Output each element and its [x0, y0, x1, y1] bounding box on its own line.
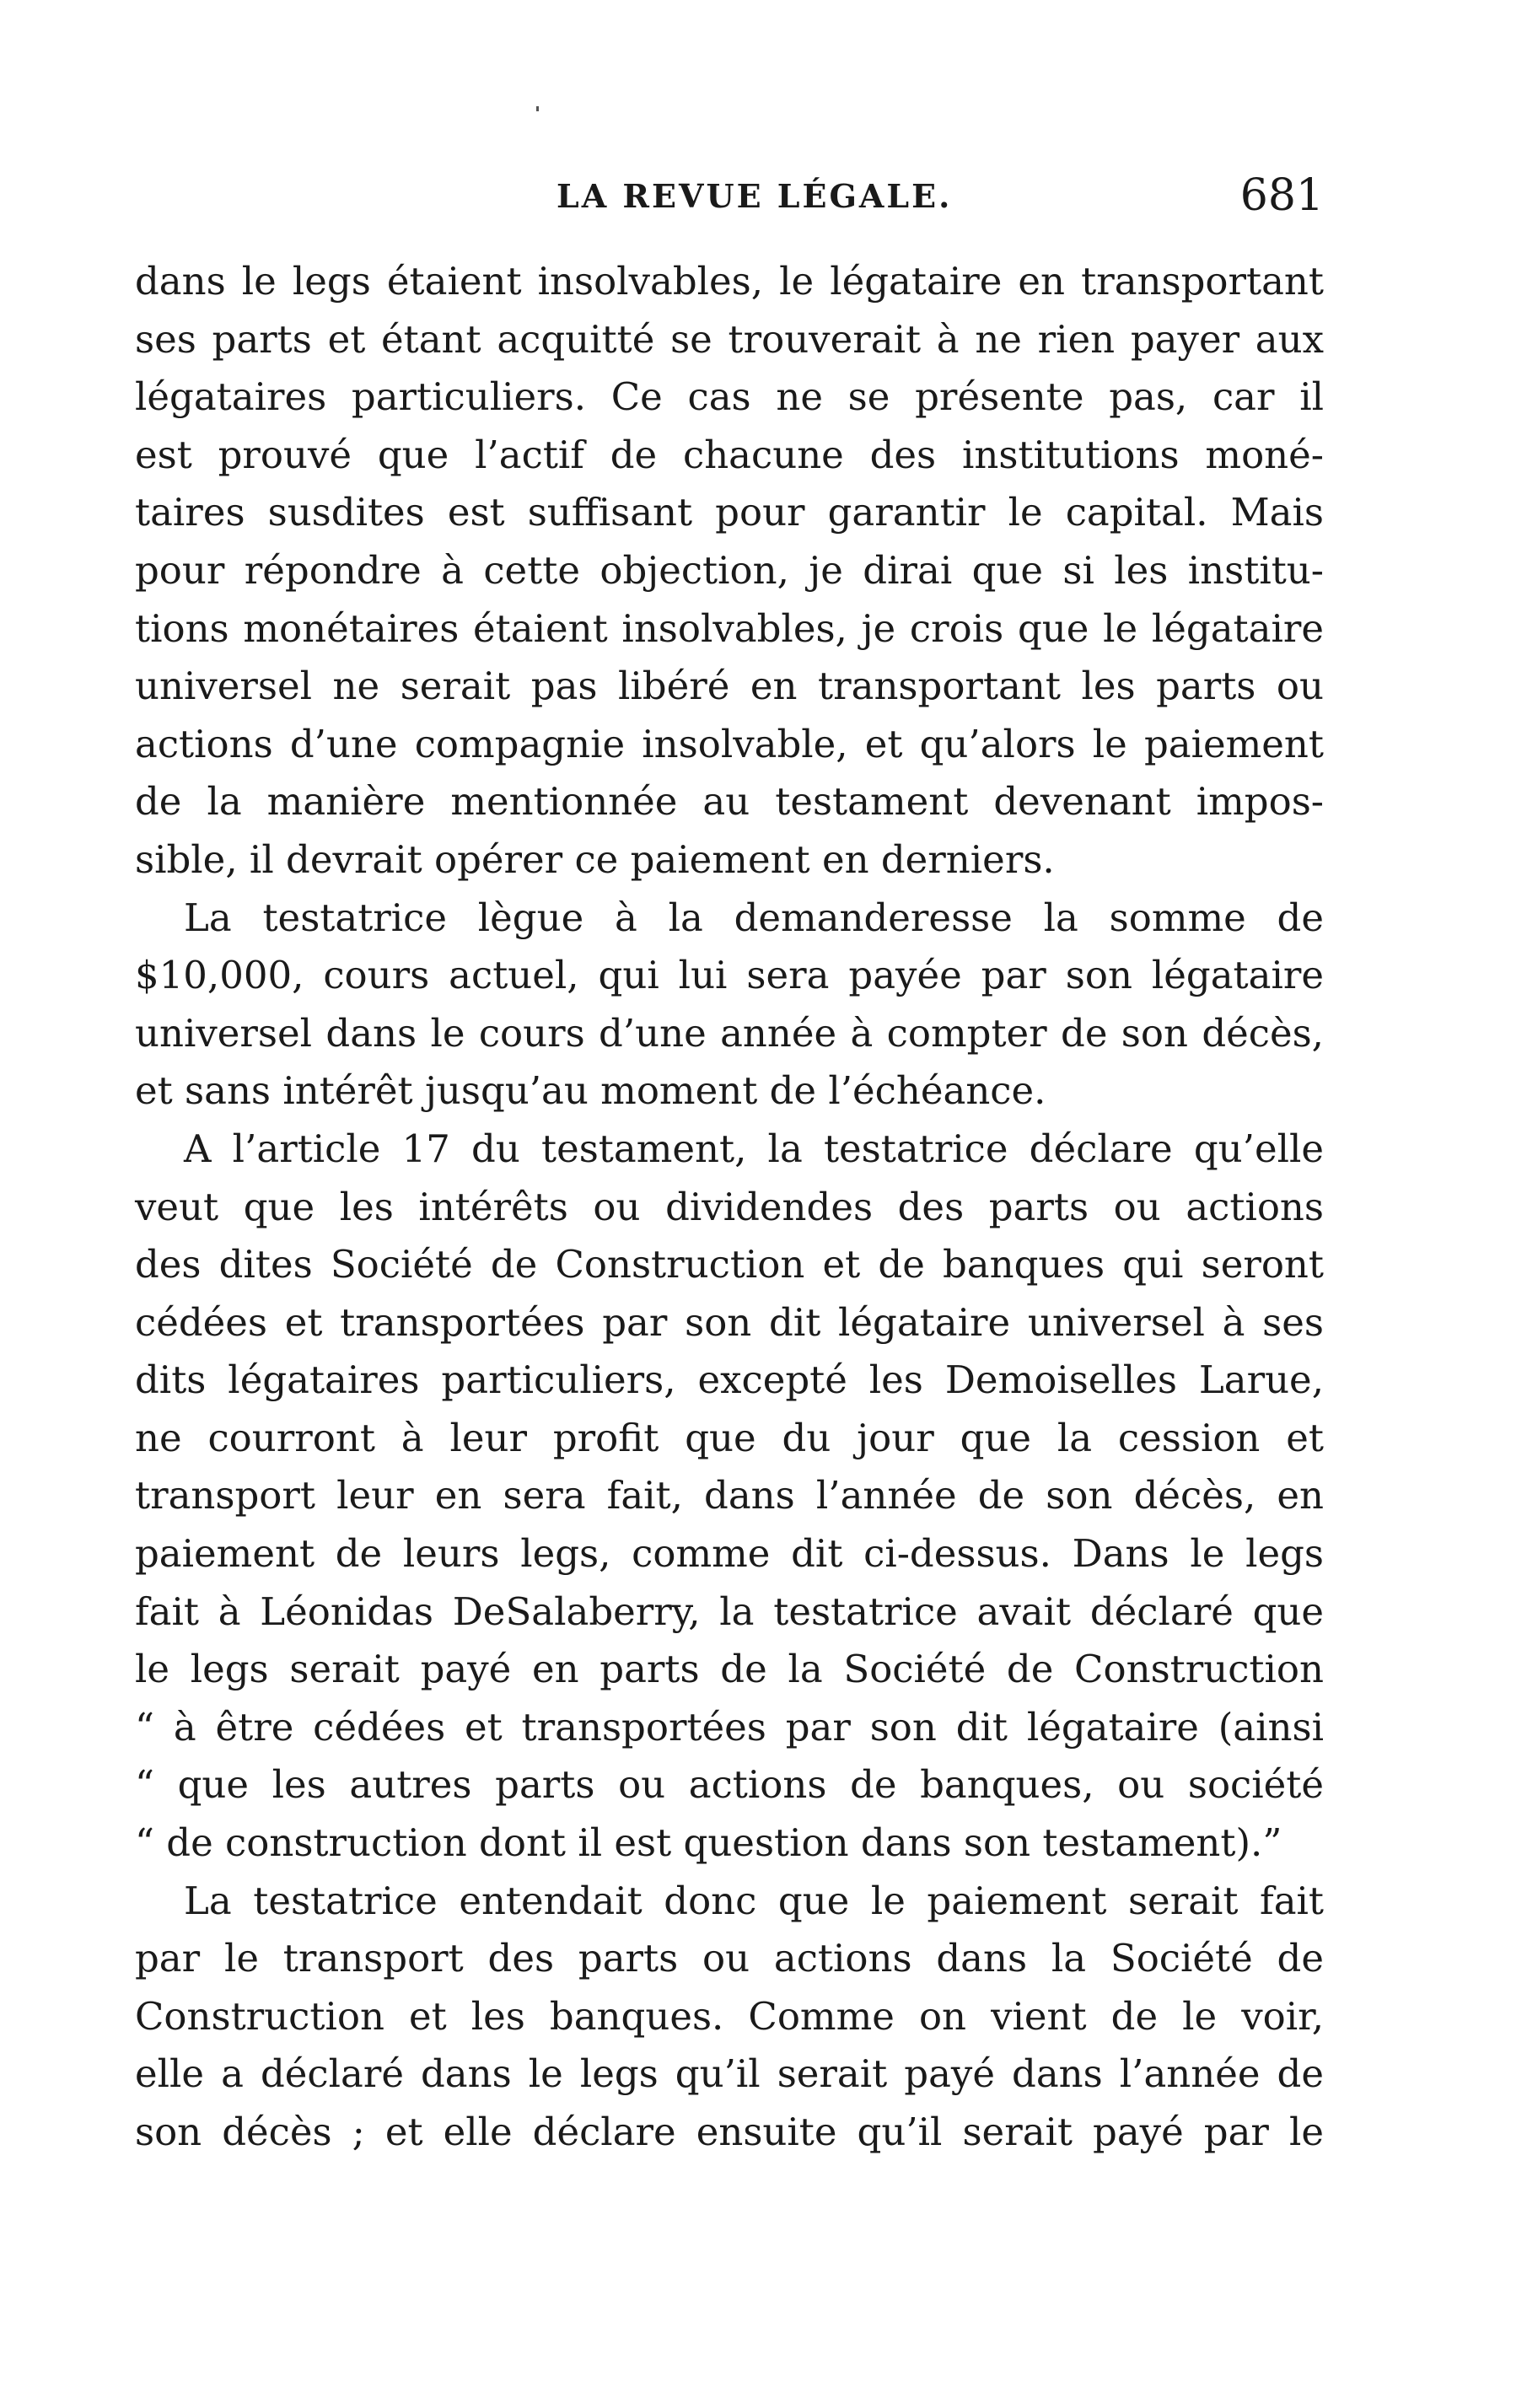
text-line: le legs serait payé en parts de la Société de Construction [135, 1647, 1324, 1692]
text-line: des dites Société de Construction et de banques qui seront [135, 1242, 1324, 1287]
text-line: sible, il devrait opérer ce paiement en derniers. [135, 836, 1055, 882]
page-number: 681 [1239, 170, 1324, 221]
running-title: LA REVUE LÉGALE. [556, 177, 953, 215]
text-line: son décès ; et elle déclare ensuite qu’il serait payé par le [135, 2110, 1324, 2154]
page-body [135, 253, 1324, 2162]
text-line: La testatrice lègue à la demanderesse la somme de [184, 895, 1324, 940]
text-line: veut que les intérêts ou dividendes des parts ou actions [135, 1184, 1324, 1229]
text-line: paiement de leurs legs, comme dit ci-dessus. Dans le legs [135, 1531, 1324, 1577]
text-line: pour répondre à cette objection, je dirai que si les institu- [135, 547, 1324, 593]
paragraph-2 [135, 890, 1324, 1121]
text-line: “ que les autres parts ou actions de banques, ou société [135, 1762, 1324, 1808]
text-line: et sans intérêt jusqu’au moment de l’échéance. [135, 1068, 1046, 1114]
text-line: ne courront à leur profit que du jour que la cession et [135, 1415, 1324, 1460]
text-line: A l’article 17 du testament, la testatrice déclare qu’elle [184, 1126, 1324, 1171]
text-line: universel dans le cours d’une année à compter de son décès, [135, 1010, 1324, 1056]
text-line: actions d’une compagnie insolvable, et qu’alors le paiement [135, 721, 1324, 766]
text-line: $10,000, cours actuel, qui lui sera payée par son légataire [135, 953, 1324, 998]
text-line: légataires particuliers. Ce cas ne se présente pas, car il [135, 374, 1324, 420]
text-line: “ à être cédées et transportées par son dit légataire (ainsi [135, 1704, 1324, 1750]
paragraph-1 [135, 253, 1324, 890]
paragraph-3 [135, 1121, 1324, 1873]
paragraph-4 [135, 1873, 1324, 2162]
text-line: Construction et les banques. Comme on vient de le voir, [135, 1993, 1324, 2039]
text-line: fait à Léonidas DeSalaberry, la testatrice avait déclaré que [135, 1588, 1324, 1634]
text-line: dans le legs étaient insolvables, le légataire en transportant [135, 259, 1324, 304]
text-line: est prouvé que l’actif de chacune des institutions moné- [135, 432, 1324, 477]
text-line: cédées et transportées par son dit légataire universel à ses [135, 1299, 1324, 1345]
text-line: La testatrice entendait donc que le paiement serait fait [184, 1878, 1324, 1923]
text-line: ses parts et étant acquitté se trouverait à ne rien payer aux [135, 316, 1324, 362]
text-line: de la manière mentionnée au testament devenant impos- [135, 779, 1324, 825]
text-line: universel ne serait pas libéré en transportant les parts ou [135, 664, 1324, 709]
text-line: elle a déclaré dans le legs qu’il serait payé dans l’année de [135, 2051, 1324, 2097]
text-line: par le transport des parts ou actions dans la Société de [135, 1936, 1324, 1981]
page-header [135, 169, 1324, 236]
text-line: “ de construction dont il est question dans son testament).” [135, 1820, 1282, 1866]
text-line: taires susdites est suffisant pour garantir le capital. Mais [135, 490, 1324, 535]
print-speck [536, 106, 539, 111]
text-line: transport leur en sera fait, dans l’année de son décès, en [135, 1473, 1324, 1518]
text-line: dits légataires particuliers, excepté les Demoiselles Larue, [135, 1357, 1324, 1403]
text-line: tions monétaires étaient insolvables, je crois que le légataire [135, 605, 1324, 651]
